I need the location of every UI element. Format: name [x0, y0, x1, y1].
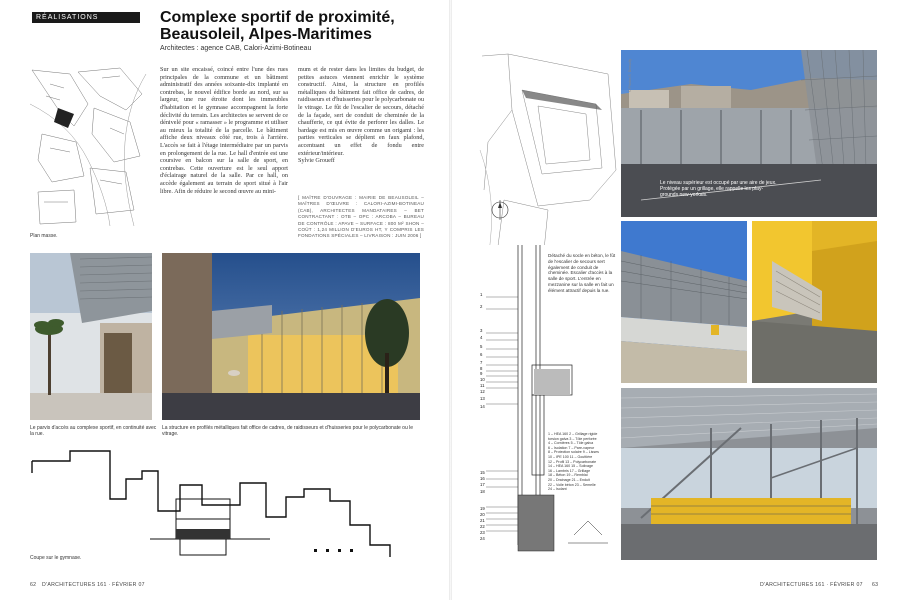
detail-legend-line: 22 – Voile béton 23 – Semelle — [548, 482, 596, 487]
detail-number: 14 — [480, 404, 485, 409]
architects-credit: Architectes : agence CAB, Calori-Azimi-Botineau — [160, 45, 312, 52]
detail-legend-line: 24 – Isolant — [548, 487, 567, 492]
detail-legend-line: 14 – HEA 160 15 – Solivage — [548, 464, 593, 469]
caption-site-plan: Plan masse. — [30, 233, 58, 239]
photo-facade-dusk — [162, 253, 420, 420]
detail-number: 3 — [480, 328, 483, 333]
detail-number: 17 — [480, 482, 485, 487]
title-line-1: Complexe sportif de proximité, — [160, 9, 395, 26]
right-page-number: 63 — [872, 582, 879, 588]
section-drawing-gymnasium-image — [30, 445, 430, 565]
photo-gym-interior-image — [621, 388, 877, 560]
project-credits: [ MAÎTRE D'OUVRAGE : MAIRIE DE BEAUSOLEIL – MAÎTRES D'ŒUVRE : CALORI-AZIMI-BOTINEAU (CAB), ARCHITECTES MANDATAIRES – BET CONTRACTANT : OTB – OPC : ARCOBA – BUREAU DE CONTRÔLE : APAVE – SURFACE : 800 M² SHON – COÛT : 1,24 MILLION D'EUROS HT, Y COMPRIS LES FONDATIONS SPÉCIALES – LIVRAISON : JUIN 2006 ] — [298, 195, 424, 239]
right-magazine-footer: D'ARCHITECTURES 161 · FÉVRIER 07 — [760, 582, 863, 588]
section-rubric: RÉALISATIONS — [32, 12, 140, 23]
detail-legend-line: 10 – IPE 100 11 – Gouttière — [548, 454, 593, 459]
floor-plan-entrance — [478, 50, 618, 258]
caption-facade-dusk: La structure en profilés métalliques fait office de cadres, de raidisseurs et d'huisseries pour le polycarbonate ou le vitrage. — [162, 425, 414, 437]
page-gutter — [449, 0, 452, 600]
detail-number: 6 — [480, 352, 483, 357]
photo-entrance-forecourt — [30, 253, 152, 420]
site-plan-drawing — [30, 64, 148, 226]
detail-legend-line: torsion galva 3 – Tôle perforée — [548, 436, 597, 441]
photo-credit-right: © Photos S. Demailly — [628, 58, 632, 92]
body-column-2 — [298, 66, 424, 165]
detail-number: 9 — [480, 371, 483, 376]
body-column-2-text: mum et de rester dans les limites du budget, de petites astuces viennent enrichir le système constructif. Ainsi, la structure en profilés métalliques du bâtiment fait office de cadres, de raidisseurs et d'huisseries pour le polycarbonate ou le vitrage. Le fût de l'escalier de secours, détaché de la façade, sert de conduit de cheminée de la chaufferie, ce qui évite de perforer les dalles. Le bardage est mis en œuvre comme un origami : les parties verticales se déplient en faux plafond, accentuant un effet de fondu entre extérieur/intérieur. — [298, 66, 424, 157]
article-title — [160, 9, 440, 43]
detail-number: 8 — [480, 366, 483, 371]
detail-number: 11 — [480, 383, 485, 388]
detail-legend-line: 12 – Profil 13 – Polycarbonate — [548, 459, 597, 464]
detail-legend — [548, 432, 616, 492]
detail-number: 16 — [480, 476, 485, 481]
detail-number: 20 — [480, 512, 485, 517]
detail-number: 15 — [480, 470, 485, 475]
detail-number: 10 — [480, 377, 485, 382]
detail-number: 24 — [480, 536, 485, 541]
detail-number: 1 — [480, 292, 483, 297]
caption-gymnasium-section: Coupe sur le gymnase. — [30, 555, 82, 561]
caption-construction-detail: Détaché du socle en béton, le fût de l'escalier de secours sert également de conduit de cheminée. Escalier d'accès à la salle de sport. L'entrée en mezzanine sur la salle en fait un élément attractif depuis la rue. — [548, 253, 616, 293]
detail-legend-line: 20 – Drainage 21 – Enduit — [548, 477, 590, 482]
photo-entrance-forecourt-image — [30, 253, 152, 420]
section-drawing-gymnasium — [30, 445, 430, 565]
detail-legend-line: 6 – Isolation 7 – Pare-vapeur — [548, 445, 595, 450]
caption-entrance-forecourt: Le parvis d'accès au complexe sportif, en continuité avec la rue. — [30, 425, 157, 437]
left-page-number: 62 — [30, 582, 37, 588]
detail-number: 21 — [480, 518, 485, 523]
left-magazine-footer: D'ARCHITECTURES 161 · FÉVRIER 07 — [42, 582, 145, 588]
detail-legend-line: 16 – Lambris 17 – Grillage — [548, 468, 591, 473]
detail-legend-line: 18 – Béton 19 – Remblai — [548, 473, 588, 478]
detail-legend-line: 1 – HEA 160 2 – Grillage rigide — [548, 432, 598, 436]
detail-number: 2 — [480, 304, 483, 309]
detail-number: 4 — [480, 335, 483, 340]
detail-number: 5 — [480, 344, 483, 349]
photo-yellow-stair-image — [752, 221, 877, 383]
detail-number: 7 — [480, 360, 483, 365]
detail-number: 22 — [480, 524, 485, 529]
detail-legend-line: 8 – Protection solaire 9 – Lisses — [548, 450, 599, 455]
detail-number: 13 — [480, 396, 485, 401]
photo-yellow-stair — [752, 221, 877, 383]
author-name: Sylvie Groueff — [298, 157, 335, 165]
photo-gym-interior — [621, 388, 877, 560]
body-column-1: Sur un site encaissé, coincé entre l'une des rues principales de la commune et un bâtiment administratif des années soixante-dix implanté en contrebas, le nouvel édifice borde au nord, sur sa largeur, une rue étroite dont les immeubles d'habitation et le gymnase accompagnent la forte déclivité du terrain. Les architectes se servent de ce dénivelé pour « ramasser » le programme et utiliser au mieux la totalité de la parcelle. Le bâtiment affiche deux niveaux côté rue, trois à l'arrière. L'accès se fait à l'étage intermédiaire par un parvis en prolongement de la rue. Le hall d'entrée est une coursive en balcon sur la salle de sport, en contrebas. Cette ouverture est le seul apport d'éclairage naturel de la salle. Par ce hall, on accède également au terrain de sport situé à l'air libre. Afin de réduire le second œuvre au mini- — [160, 66, 288, 195]
detail-number: 18 — [480, 489, 485, 494]
detail-legend-line: 4 – Cornières 5 – Tôle galva — [548, 441, 594, 446]
detail-number: 12 — [480, 389, 485, 394]
photo-facade-dusk-image — [162, 253, 420, 420]
photo-exterior-grille — [621, 221, 747, 383]
title-line-2: Beausoleil, Alpes-Maritimes — [160, 26, 372, 43]
floor-plan-entrance-drawing — [478, 50, 618, 258]
photo-exterior-grille-image — [621, 221, 747, 383]
north-arrow-icon — [492, 200, 508, 220]
site-plan — [30, 64, 148, 226]
caption-upper-playground: Le niveau supérieur est occupé par une aire de jeux. Protégée par un grillage, elle rappelle les play-grounds new-yorkais. — [660, 180, 777, 198]
detail-number: 19 — [480, 506, 485, 511]
detail-number: 23 — [480, 530, 485, 535]
project-footprint — [54, 108, 74, 128]
